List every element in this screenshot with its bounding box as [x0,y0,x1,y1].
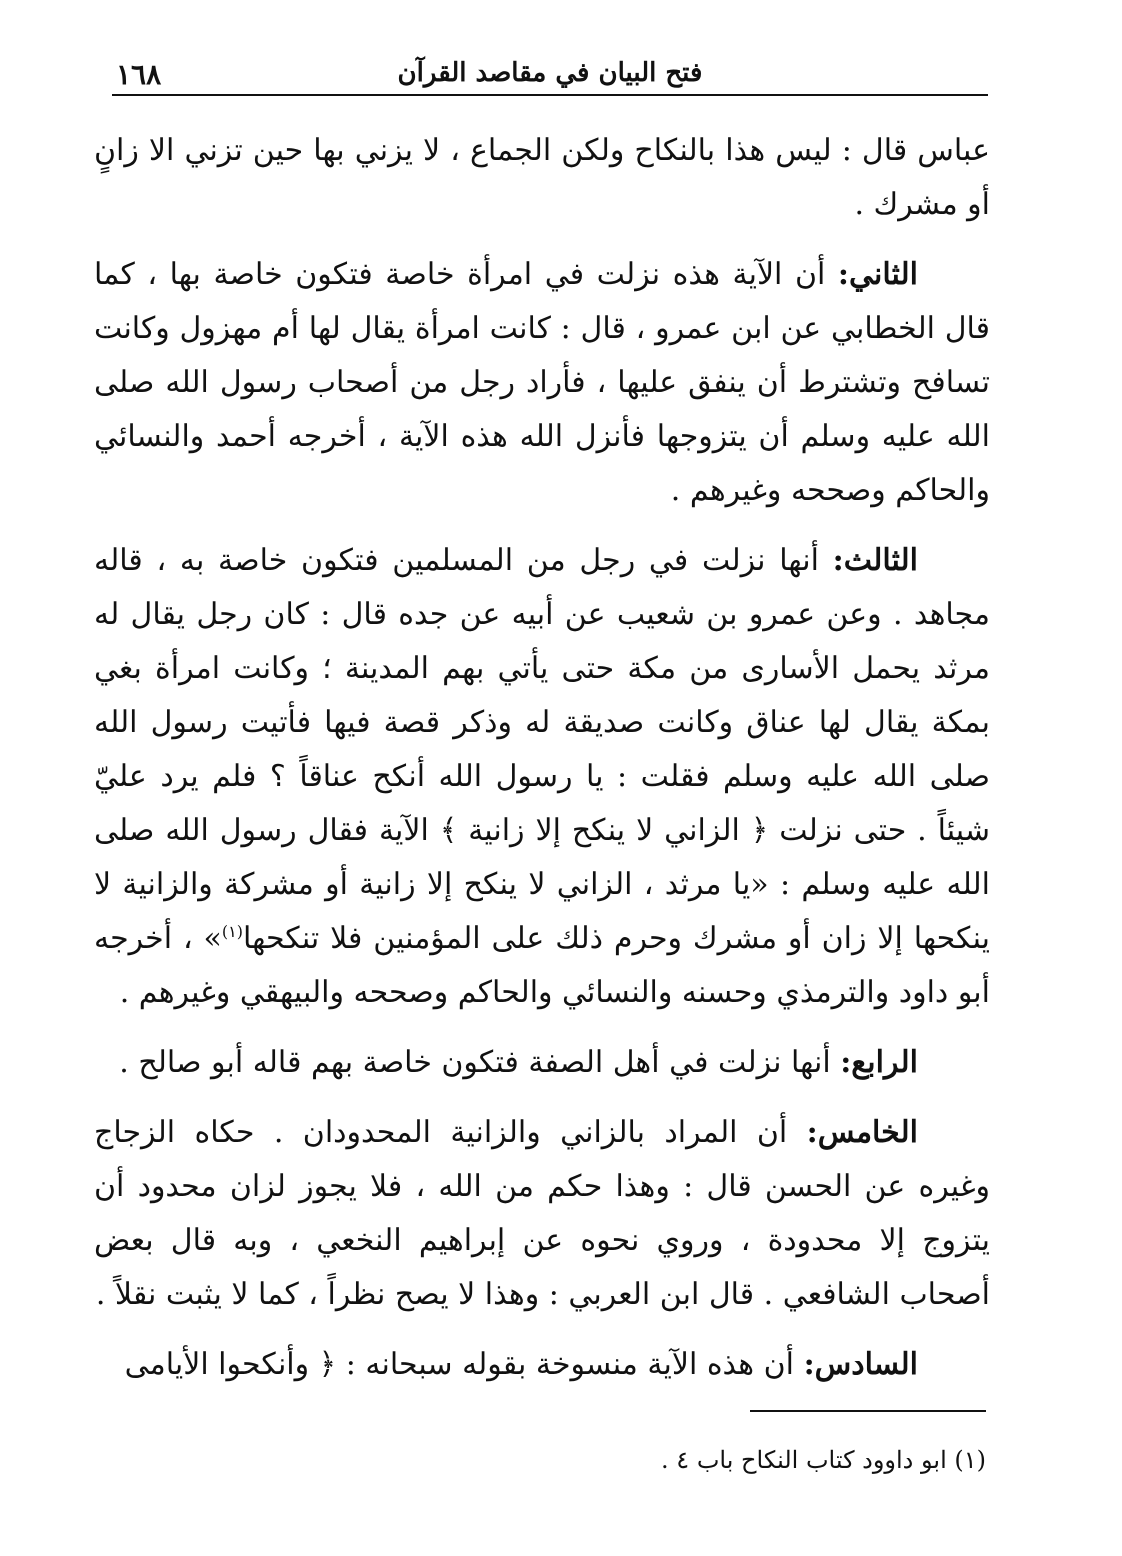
paragraph-text: أنها نزلت في رجل من المسلمين فتكون خاصة به ، قاله مجاهد . وعن عمرو بن شعيب عن أبيه عن جده قال : كان رجل يقال له مرثد يحمل الأسارى من مكة حتى يأتي بهم المدينة ؛ وكانت امرأة بغي بمكة يقال لها عناق وكانت صديقة له وذكر قصة فيها فأتيت رسول الله صلى الله عليه وسلم فقلت : يا رسول الله أنكح عناقاً ؟ فلم يرد عليّ شيئاً . حتى نزلت ﴿ الزاني لا ينكح إلا زانية ﴾ الآية فقال رسول الله صلى الله عليه وسلم : «يا مرثد ، الزاني لا ينكح إلا زانية أو مشركة والزانية لا ينكحها إلا زان أو مشرك وحرم ذلك على المؤمنين فلا تنكحها [94,543,990,956]
footnote-reference[interactable]: (١) [221,922,243,941]
paragraph-text: عباس قال : ليس هذا بالنكاح ولكن الجماع ، لا يزني بها حين تزني الا زانٍ أو مشرك . [94,133,990,222]
page-number: ١٦٨ [116,58,162,91]
paragraph-fourth-opinion [94,1036,990,1090]
paragraph-lead: الرابع: [840,1045,918,1080]
running-header [112,50,988,96]
paragraph-text: أن هذه الآية منسوخة بقوله سبحانه : ﴿ وأنكحوا الأيامى [124,1347,804,1382]
footnote-divider [750,1410,986,1412]
main-text [94,124,990,1408]
paragraph-text-continued: » ، أخرجه أبو داود والترمذي وحسنه والنسائي والحاكم وصححه والبيهقي وغيرهم . [94,921,990,1010]
paragraph-continuation [94,124,990,232]
paragraph-fifth-opinion [94,1106,990,1322]
paragraph-lead: الثالث: [832,543,918,578]
paragraph-third-opinion [94,534,990,1020]
paragraph-lead: السادس: [803,1347,918,1382]
paragraph-lead: الثاني: [837,257,918,292]
paragraph-text: أن الآية هذه نزلت في امرأة خاصة فتكون خاصة بها ، كما قال الخطابي عن ابن عمرو ، قال : كانت امرأة يقال لها أم مهزول وكانت تسافح وتشترط أن ينفق عليها ، فأراد رجل من أصحاب رسول الله صلى الله عليه وسلم أن يتزوجها فأنزل الله هذه الآية ، أخرجه أحمد والنسائي والحاكم وصححه وغيرهم . [94,257,990,508]
footnote-text: (١) ابو داوود كتاب النكاح باب ٤ . [661,1446,986,1474]
paragraph-text: أن المراد بالزاني والزانية المحدودان . حكاه الزجاج وغيره عن الحسن قال : وهذا حكم من الله ، فلا يجوز لزان محدود أن يتزوج إلا محدودة ، وروي نحوه عن إبراهيم النخعي ، وبه قال بعض أصحاب الشافعي . قال ابن العربي : وهذا لا يصح نظراً ، كما لا يثبت نقلاً . [94,1115,990,1312]
paragraph-second-opinion [94,248,990,518]
paragraph-text: أنها نزلت في أهل الصفة فتكون خاصة بهم قاله أبو صالح . [119,1045,841,1080]
paragraph-lead: الخامس: [806,1115,918,1150]
paragraph-sixth-opinion [94,1338,990,1392]
footnote [94,1442,986,1478]
book-title: فتح البيان في مقاصد القرآن [397,58,703,88]
